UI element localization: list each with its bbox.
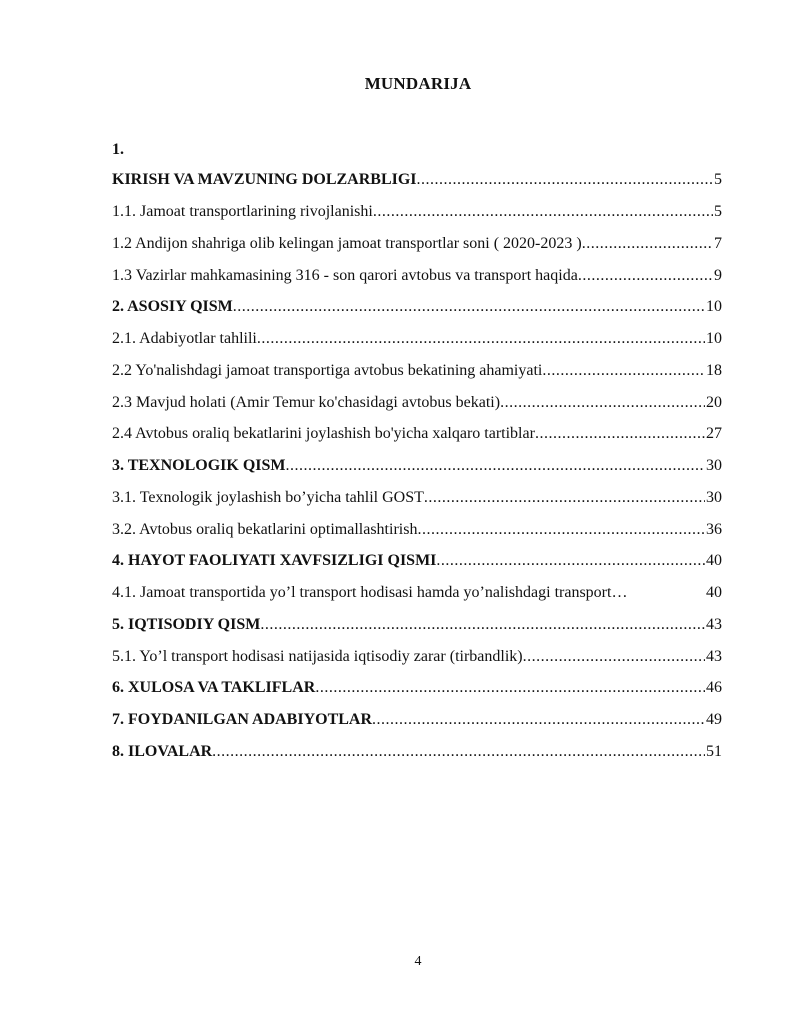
- toc-entry-page: 46: [706, 679, 722, 696]
- toc-leader-dots: [523, 646, 705, 668]
- toc-entry-page: 30: [706, 489, 722, 506]
- toc-entry[interactable]: [112, 487, 722, 509]
- toc-entry[interactable]: [112, 265, 722, 287]
- toc-entry-label: 7. FOYDANILGAN ADABIYOTLAR: [112, 711, 373, 728]
- toc-entry-label: KIRISH VA MAVZUNING DOLZARBLIGI: [112, 171, 417, 188]
- toc-entry[interactable]: [112, 550, 722, 572]
- toc-entry-page: 10: [706, 330, 722, 347]
- toc-entry[interactable]: [112, 328, 722, 350]
- toc-entry-page: 27: [706, 425, 722, 442]
- toc-entry-page: 43: [706, 616, 722, 633]
- toc-leader-dots: [424, 487, 705, 509]
- toc-entry-label: 3.1. Texnologik joylashish bo’yicha tahlil GOST: [112, 489, 424, 506]
- toc-entry[interactable]: [112, 360, 722, 382]
- toc-entry-page: 30: [706, 457, 722, 474]
- toc-entry-page: 40: [706, 584, 722, 601]
- toc-entry[interactable]: [112, 677, 722, 699]
- toc-entry-label: 1.2 Andijon shahriga olib kelingan jamoat transportlar soni ( 2020-2023 ): [112, 235, 582, 252]
- toc-entry-label: 3. TEXNOLOGIK QISM: [112, 457, 286, 474]
- toc-leader-dots: [417, 169, 713, 191]
- toc-leader-dots: [535, 423, 705, 445]
- toc-entry-page: 51: [706, 743, 722, 760]
- toc-entry-page: 5: [714, 203, 722, 220]
- toc-leader-dots: [373, 201, 713, 223]
- toc-entry[interactable]: [112, 169, 722, 191]
- toc-leader-dots: [260, 614, 705, 636]
- toc-entry[interactable]: [112, 296, 722, 318]
- toc-entry[interactable]: [112, 519, 722, 541]
- toc-leader-dots: [372, 709, 705, 731]
- toc-entry[interactable]: [112, 392, 722, 414]
- toc-entry-label: 2.4 Avtobus oraliq bekatlarini joylashish bo'yicha xalqaro tartiblar: [112, 425, 535, 442]
- toc-entry-label: 5.1. Yo’l transport hodisasi natijasida iqtisodiy zarar (tirbandlik): [112, 648, 523, 665]
- toc-entry-page: 7: [714, 235, 722, 252]
- toc-entry[interactable]: [112, 741, 722, 763]
- toc-entry-label: 4. HAYOT FAOLIYATI XAVFSIZLIGI QISMI: [112, 552, 437, 569]
- toc-entry[interactable]: [112, 455, 722, 477]
- toc-leader-dots: [542, 360, 705, 382]
- toc-leader-dots: [257, 328, 705, 350]
- toc-leader-dots: [582, 233, 713, 255]
- toc-entry-page: 10: [706, 298, 722, 315]
- toc-entry-label: 8. ILOVALAR: [112, 743, 213, 760]
- toc-leader-dots: [611, 582, 705, 604]
- page-number: 4: [414, 954, 422, 969]
- toc-leader-dots: [436, 550, 705, 572]
- toc-entry[interactable]: [112, 614, 722, 636]
- toc-entry[interactable]: [112, 582, 722, 604]
- toc-leader-dots: [315, 677, 705, 699]
- toc-leader-dots: [233, 296, 705, 318]
- toc-entry-page: 40: [706, 552, 722, 569]
- toc-entry-label: 2.1. Adabiyotlar tahlili: [112, 330, 257, 347]
- toc-entry-page: 9: [714, 267, 722, 284]
- toc-entry-label: 1.1. Jamoat transportlarining rivojlanishi: [112, 203, 373, 220]
- toc-entry-page: 43: [706, 648, 722, 665]
- toc-entry-page: 36: [706, 521, 722, 538]
- toc-entry-page: 5: [714, 171, 722, 188]
- toc-leader-dots: [212, 741, 705, 763]
- toc-leader-dots: [286, 455, 705, 477]
- toc-entry-label: 4.1. Jamoat transportida yo’l transport hodisasi hamda yo’nalishdagi transport: [112, 584, 612, 601]
- toc-entry-page: 20: [706, 394, 722, 411]
- toc-leader-dots: [500, 392, 705, 414]
- toc-entry-page: 18: [706, 362, 722, 379]
- toc-entry-label: 2.3 Mavjud holati (Amir Temur ko'chasidagi avtobus bekati): [112, 394, 501, 411]
- toc-entry-page: 49: [706, 711, 722, 728]
- toc-entry[interactable]: [112, 709, 722, 731]
- toc-entry[interactable]: [112, 646, 722, 668]
- toc-section-number: 1.: [112, 141, 124, 158]
- toc-entry-label: 2. ASOSIY QISM: [112, 298, 233, 315]
- toc-entry-label: 1.3 Vazirlar mahkamasining 316 - son qarori avtobus va transport haqida: [112, 267, 578, 284]
- toc-leader-dots: [578, 265, 713, 287]
- toc-entry[interactable]: [112, 201, 722, 223]
- toc-entry-label: 2.2 Yo'nalishdagi jamoat transportiga avtobus bekatining ahamiyati: [112, 362, 543, 379]
- toc-entry-label: 3.2. Avtobus oraliq bekatlarini optimallashtirish: [112, 521, 418, 538]
- toc-entry[interactable]: [112, 233, 722, 255]
- toc-entry-label: 5. IQTISODIY QISM: [112, 616, 261, 633]
- toc-entry[interactable]: [112, 423, 722, 445]
- toc-entry-label: 6. XULOSA VA TAKLIFLAR: [112, 679, 316, 696]
- toc-leader-dots: [417, 519, 705, 541]
- page-title: MUNDARIJA: [364, 74, 472, 93]
